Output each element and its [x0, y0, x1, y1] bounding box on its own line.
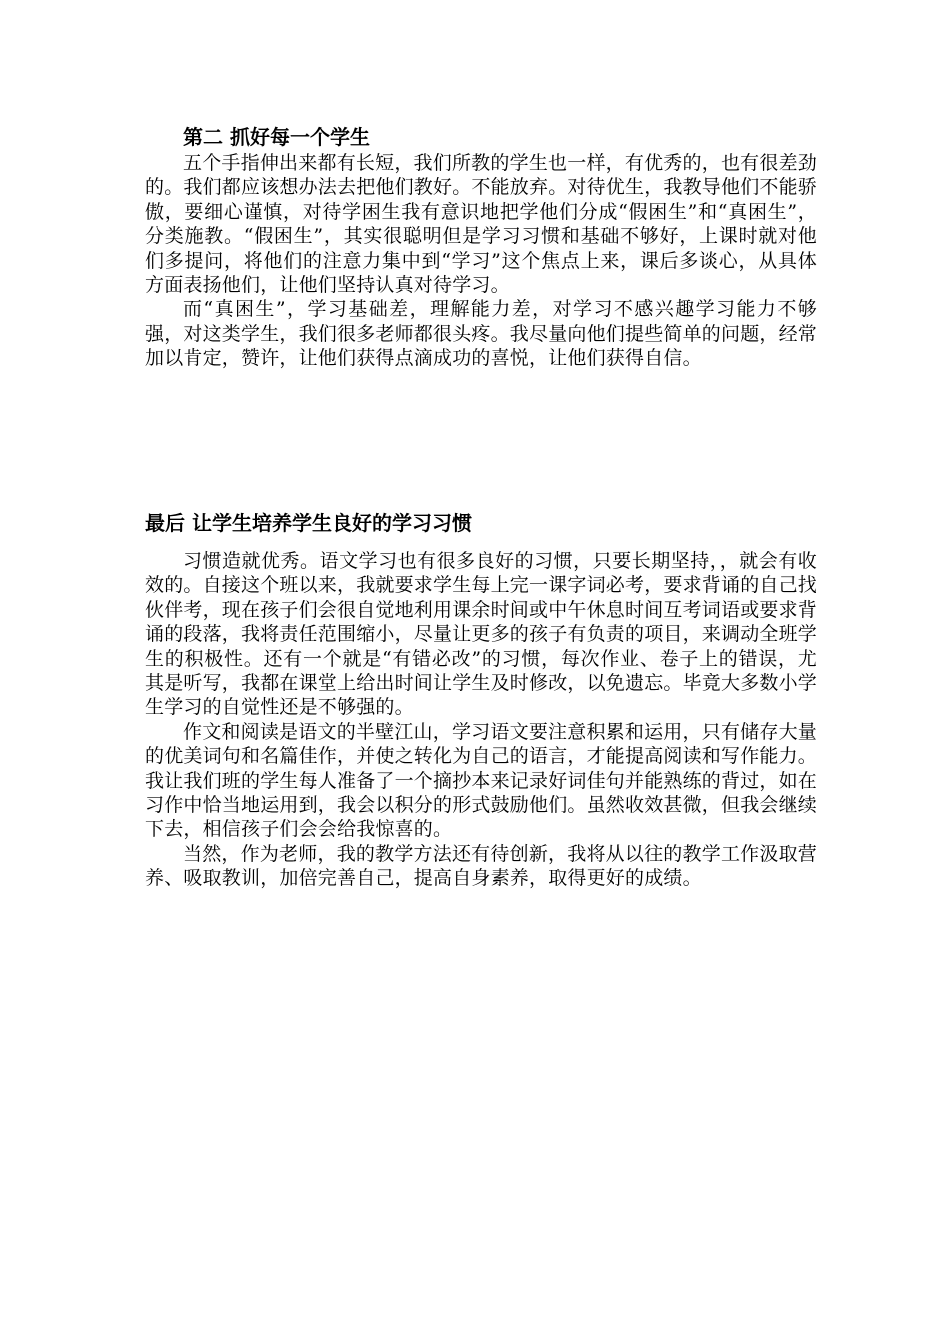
section-heading-last: 最后 让学生培养学生良好的学习习惯	[145, 511, 472, 535]
paragraph: 习惯造就优秀。语文学习也有很多良好的习惯，只要长期坚持，，就会有收效的。自接这个班以来，我就要求学生每上完一课字词必考，要求背诵的自己找伙伴考，现在孩子们会很自觉地利用课余时间或中午休息时间互考词语或要求背诵的段落，我将责任范围缩小，尽量让更多的孩子有负责的项目，来调动全班学生的积极性。还有一个就是“有错必改”的习惯，每次作业、卷子上的错误，尤其是听写，我都在课堂上给出时间让学生及时修改，以免遗忘。毕竟大多数小学生学习的自觉性还是不够强的。	[145, 550, 818, 719]
document-page	[145, 0, 817, 1344]
paragraph: 而“真困生”，学习基础差，理解能力差，对学习不感兴趣学习能力不够强，对这类学生，我们很多老师都很头疼。我尽量向他们提些简单的问题，经常加以肯定，赞许，让他们获得点滴成功的喜悦，让他们获得自信。	[145, 298, 818, 370]
section-two-body	[145, 151, 817, 371]
section-heading-two: 第二 抓好每一个学生	[183, 125, 370, 149]
section-last-body	[145, 549, 817, 891]
paragraph: 作文和阅读是语文的半壁江山，学习语文要注意积累和运用，只有储存大量的优美词句和名篇佳作，并使之转化为自己的语言，才能提高阅读和写作能力。我让我们班的学生每人准备了一个摘抄本来记录好词佳句并能熟练的背过，如在习作中恰当地运用到，我会以积分的形式鼓励他们。虽然收效甚微，但我会继续下去，相信孩子们会会给我惊喜的。	[145, 720, 818, 841]
paragraph: 当然，作为老师，我的教学方法还有待创新，我将从以往的教学工作汲取营养、吸取教训，加倍完善自己，提高自身素养，取得更好的成绩。	[145, 842, 817, 890]
paragraph: 五个手指伸出来都有长短，我们所教的学生也一样，有优秀的，也有很差劲的。我们都应该想办法去把他们教好。不能放弃。对待优生，我教导他们不能骄傲，要细心谨慎，对待学困生我有意识地把学他们分成“假困生”和“真困生”，分类施教。“假困生”，其实很聪明但是学习习惯和基础不够好，上课时就对他们多提问，将他们的注意力集中到“学习”这个焦点上来，课后多谈心，从具体方面表扬他们，让他们坚持认真对待学习。	[145, 152, 818, 297]
